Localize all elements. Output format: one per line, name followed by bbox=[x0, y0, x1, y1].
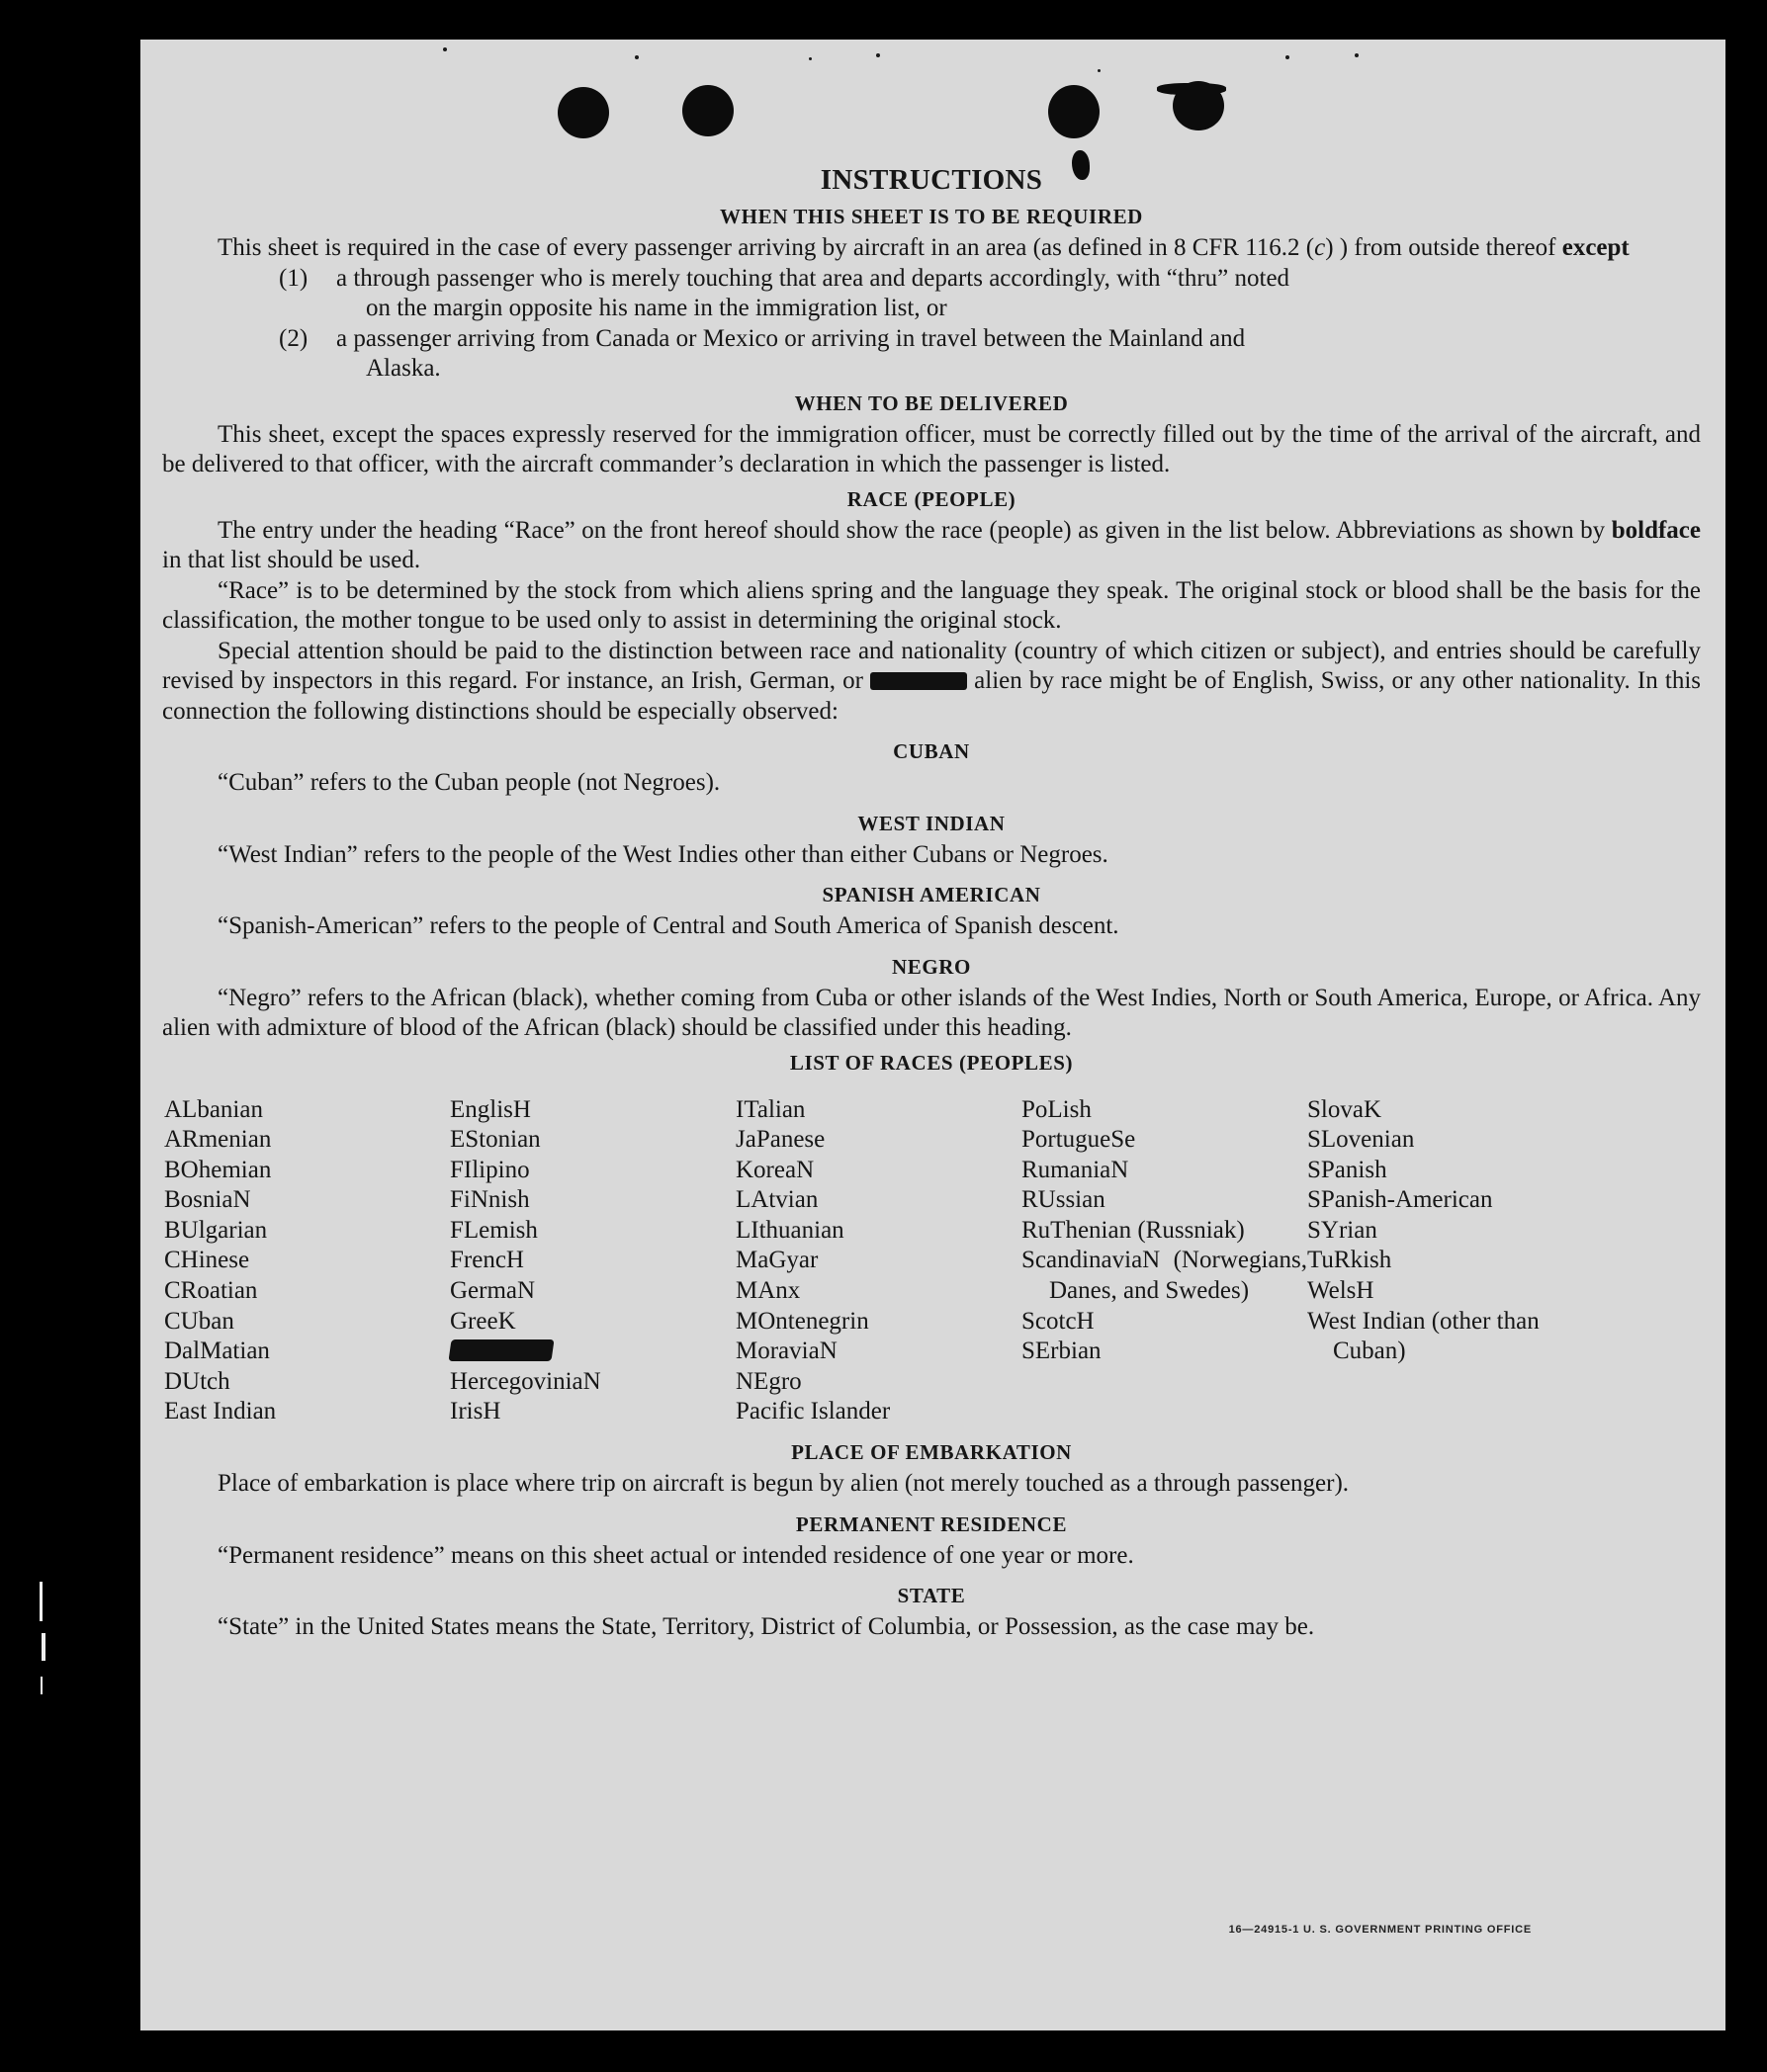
cuban-paragraph: “Cuban” refers to the Cuban people (not Negroes). bbox=[218, 769, 721, 796]
race-entry: FLemish bbox=[450, 1216, 538, 1244]
section-heading-cuban: CUBAN bbox=[893, 739, 970, 763]
race-entry: East Indian bbox=[164, 1398, 277, 1425]
scan-margin-mark bbox=[40, 1582, 44, 1700]
race-entry: ITalian bbox=[736, 1095, 806, 1123]
race-paragraph: Special attention should be paid to the distinction between race and nationality (country of which citizen or subject), and entries should be carefully revised by inspectors in this regard. For instance, an Irish, German, or alien by race might be of English, Swiss, or any other nationality. In this connection the following distinctions should be especially observed: bbox=[162, 637, 1701, 725]
race-entry: CUban bbox=[164, 1307, 234, 1335]
race-entry: FiNnish bbox=[450, 1186, 530, 1214]
race-entry: CRoatian bbox=[164, 1277, 258, 1305]
spanish-american-paragraph: “Spanish-American” refers to the people of Central and South America of Spanish descent. bbox=[218, 912, 1119, 939]
section-heading-residence: PERMANENT RESIDENCE bbox=[795, 1511, 1068, 1536]
section-heading-spanish-american: SPANISH AMERICAN bbox=[822, 883, 1041, 906]
punch-hole bbox=[1048, 85, 1100, 138]
race-column bbox=[736, 1095, 1021, 1428]
residence-paragraph: “Permanent residence” means on this sheet actual or intended residence of one year or more. bbox=[218, 1541, 1134, 1569]
race-entry: EStonian bbox=[450, 1126, 541, 1154]
section-heading-state: STATE bbox=[897, 1584, 966, 1608]
document-page bbox=[140, 40, 1725, 2030]
race-entry: DalMatian bbox=[164, 1338, 270, 1365]
race-entry: SErbian bbox=[1021, 1338, 1102, 1365]
race-column bbox=[450, 1095, 736, 1428]
race-entry: MOntenegrin bbox=[736, 1307, 869, 1335]
race-entry: JaPanese bbox=[736, 1126, 826, 1154]
race-entry: HercegoviniaN bbox=[450, 1367, 601, 1395]
race-entry: PortugueSe bbox=[1021, 1126, 1136, 1154]
instructions-body bbox=[162, 162, 1701, 1643]
race-entry: West Indian (other than Cuban) bbox=[1307, 1307, 1540, 1365]
race-entry: SLovenian bbox=[1307, 1126, 1415, 1154]
section-heading-west-indian: WEST INDIAN bbox=[857, 811, 1006, 835]
race-entry: GreeK bbox=[450, 1307, 516, 1335]
race-entry: KoreaN bbox=[736, 1156, 815, 1183]
race-entry: ScotcH bbox=[1021, 1307, 1095, 1335]
race-entry: MAnx bbox=[736, 1277, 801, 1305]
exception-item: (2) a passenger arriving from Canada or Mexico or arriving in travel between the Mainland and Alaska. bbox=[162, 324, 1701, 385]
race-entry: IrisH bbox=[450, 1398, 501, 1425]
race-column bbox=[1021, 1095, 1307, 1428]
race-entry: TuRkish bbox=[1307, 1247, 1392, 1274]
race-entry: NEgro bbox=[736, 1367, 802, 1395]
race-entry: BOhemian bbox=[164, 1156, 272, 1183]
west-indian-paragraph: “West Indian” refers to the people of the West Indies other than either Cubans or Negroes. bbox=[218, 840, 1108, 868]
race-entry: PoLish bbox=[1021, 1095, 1092, 1123]
race-entry: LAtvian bbox=[736, 1186, 819, 1214]
race-entry: RUssian bbox=[1021, 1186, 1105, 1214]
race-entry: SPanish bbox=[1307, 1156, 1387, 1183]
race-entry: BosniaN bbox=[164, 1186, 251, 1214]
race-entry: ALbanian bbox=[164, 1095, 263, 1123]
section-heading-negro: NEGRO bbox=[891, 954, 971, 979]
race-entry: ARmenian bbox=[164, 1126, 272, 1154]
race-entry: DUtch bbox=[164, 1367, 230, 1395]
race-column bbox=[164, 1095, 450, 1428]
punch-hole-smudge bbox=[1157, 83, 1226, 95]
race-entry: EnglisH bbox=[450, 1095, 531, 1123]
required-paragraph: This sheet is required in the case of every passenger arriving by aircraft in an area (as defined in 8 CFR 116.2 (c) ) from outside thereof except bbox=[218, 234, 1630, 261]
punch-hole bbox=[558, 87, 609, 138]
race-paragraph: “Race” is to be determined by the stock from which aliens spring and the language they speak. The original stock or blood shall be the basis for the classification, the mother tongue to be used only to assist in determining the original stock. bbox=[162, 576, 1701, 634]
page-title: INSTRUCTIONS bbox=[820, 164, 1043, 196]
exception-item: (1) a through passenger who is merely touching that area and departs accordingly, with “thru” noted on the margin opposite his name in the immigration list, or bbox=[162, 264, 1701, 324]
section-heading-delivered: WHEN TO BE DELIVERED bbox=[794, 390, 1069, 415]
race-entry: WelsH bbox=[1307, 1277, 1374, 1305]
section-heading-embarkation: PLACE OF EMBARKATION bbox=[791, 1440, 1072, 1465]
race-paragraph: The entry under the heading “Race” on the front hereof should show the race (people) as given in the list below. Abbreviations as shown by boldface in that list should be used. bbox=[162, 516, 1701, 573]
section-heading-race: RACE (PEOPLE) bbox=[846, 486, 1016, 511]
exception-number: (2) bbox=[279, 324, 309, 352]
section-heading-race-list: LIST OF RACES (PEOPLES) bbox=[789, 1050, 1074, 1075]
race-entry-redacted bbox=[450, 1337, 736, 1367]
race-entry: SlovaK bbox=[1307, 1095, 1381, 1123]
race-entry: Pacific Islander bbox=[736, 1398, 891, 1425]
embarkation-paragraph: Place of embarkation is place where trip on aircraft is begun by alien (not merely touched as a through passenger). bbox=[218, 1470, 1350, 1498]
section-heading-required: WHEN THIS SHEET IS TO BE REQUIRED bbox=[720, 205, 1143, 228]
race-entry: SYrian bbox=[1307, 1216, 1377, 1244]
exception-number: (1) bbox=[279, 264, 309, 292]
race-entry: SPanish-American bbox=[1307, 1186, 1493, 1214]
negro-paragraph: “Negro” refers to the African (black), whether coming from Cuba or other islands of the West Indies, North or South America, Europe, or Africa. Any alien with admixture of blood of the African (black) should be classified under this heading. bbox=[162, 984, 1701, 1041]
delivered-paragraph: This sheet, except the spaces expressly reserved for the immigration officer, must be correctly filled out by the time of the arrival of the aircraft, and be delivered to that officer, with the aircraft commander’s declaration in which the passenger is listed. bbox=[162, 420, 1701, 477]
race-entry: BUlgarian bbox=[164, 1216, 268, 1244]
punch-hole bbox=[682, 85, 734, 136]
race-entry: LIthuanian bbox=[736, 1216, 844, 1244]
race-column bbox=[1307, 1095, 1564, 1428]
printing-office-code: 16—24915-1 U. S. GOVERNMENT PRINTING OFFICE bbox=[1228, 1924, 1532, 1936]
race-entry: MaGyar bbox=[736, 1247, 819, 1274]
race-entry: GermaN bbox=[450, 1277, 536, 1305]
race-entry: MoraviaN bbox=[736, 1338, 838, 1365]
race-entry: ScandinaviaN (Norwegians, Danes, and Swedes) bbox=[1021, 1247, 1307, 1305]
race-entry: FrencH bbox=[450, 1247, 524, 1274]
race-entry: RuThenian (Russniak) bbox=[1021, 1216, 1245, 1244]
redaction-mark bbox=[448, 1339, 554, 1361]
race-entry: CHinese bbox=[164, 1247, 250, 1274]
race-list bbox=[164, 1095, 1701, 1428]
state-paragraph: “State” in the United States means the State, Territory, District of Columbia, or Possession, as the case may be. bbox=[218, 1613, 1315, 1641]
race-entry: FIlipino bbox=[450, 1156, 530, 1183]
race-entry: RumaniaN bbox=[1021, 1156, 1129, 1183]
redaction-mark bbox=[870, 672, 967, 690]
